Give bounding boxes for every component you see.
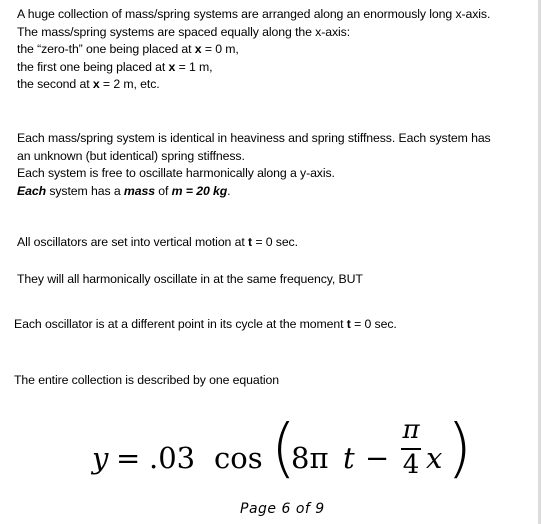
intro-line-2: The mass/spring systems are spaced equally along the x-axis: xyxy=(17,24,351,39)
system-line-1: Each mass/spring system is identical in heaviness and spring stiffness. Each system has xyxy=(17,131,491,145)
eq-equals: = xyxy=(116,441,141,475)
eq-time-var: t xyxy=(343,441,355,475)
system-line-2: an unknown (but identical) spring stiffness. xyxy=(17,148,245,163)
intro-line-4-prefix: the first one being placed at xyxy=(17,59,169,74)
equation-intro-line: The entire collection is described by one equation xyxy=(14,373,280,387)
eq-cos: cos xyxy=(214,441,263,475)
intro-line-5 xyxy=(17,76,490,94)
phase-var: t xyxy=(346,317,351,331)
start-motion-var: t xyxy=(248,235,252,249)
intro-line-5-suffix: = 2 m, etc. xyxy=(99,77,160,91)
start-motion-suffix: = 0 sec. xyxy=(252,235,298,249)
eq-close-paren: ) xyxy=(447,412,472,486)
mass-emphasis: mass xyxy=(123,183,155,198)
intro-line-5-var: x xyxy=(92,77,100,91)
start-motion-prefix: All oscillators are set into vertical motion at xyxy=(17,235,248,249)
eq-omega: 8π xyxy=(291,441,329,475)
system-line-3: Each system is free to oscillate harmonically along a y-axis. xyxy=(17,166,335,180)
intro-line-4-var: x xyxy=(168,59,176,74)
start-motion-line xyxy=(17,234,298,252)
eq-amplitude: .03 xyxy=(149,441,196,475)
eq-open-paren: ( xyxy=(271,412,296,486)
intro-line-4-suffix: = 1 m, xyxy=(175,59,213,74)
eq-position-var: x xyxy=(426,441,443,475)
eq-fraction-numerator: π xyxy=(402,415,420,445)
intro-line-3-prefix: the “zero-th” one being placed at xyxy=(17,42,195,56)
system-line-4 xyxy=(17,183,491,201)
phase-prefix: Each oscillator is at a different point in its cycle at the moment xyxy=(14,317,347,331)
system-line-4-end: . xyxy=(227,183,231,198)
intro-line-3 xyxy=(17,41,490,59)
system-line-4-of: of xyxy=(154,183,172,198)
intro-paragraph xyxy=(17,6,490,94)
system-paragraph xyxy=(17,130,491,200)
eq-minus: − xyxy=(365,441,390,475)
phase-line xyxy=(14,316,397,334)
eq-fraction-denominator: 4 xyxy=(402,450,420,480)
same-frequency-line: They will all harmonically oscillate in at the same frequency, BUT xyxy=(17,272,363,286)
eq-lhs: y xyxy=(92,441,109,475)
intro-line-1: A huge collection of mass/spring systems are arranged along an enormously long x-axis. xyxy=(17,7,491,21)
intro-line-3-var: x xyxy=(194,42,202,56)
system-line-4-mid: system has a xyxy=(46,183,124,198)
intro-line-5-prefix: the second at xyxy=(17,77,93,91)
intro-line-3-suffix: = 0 m, xyxy=(201,42,239,56)
page-number: Page 6 of 9 xyxy=(240,501,325,517)
intro-line-4 xyxy=(17,59,490,77)
phase-suffix: = 0 sec. xyxy=(350,317,397,331)
each-emphasis: Each xyxy=(17,183,46,198)
mass-value: m = 20 kg xyxy=(171,183,228,198)
